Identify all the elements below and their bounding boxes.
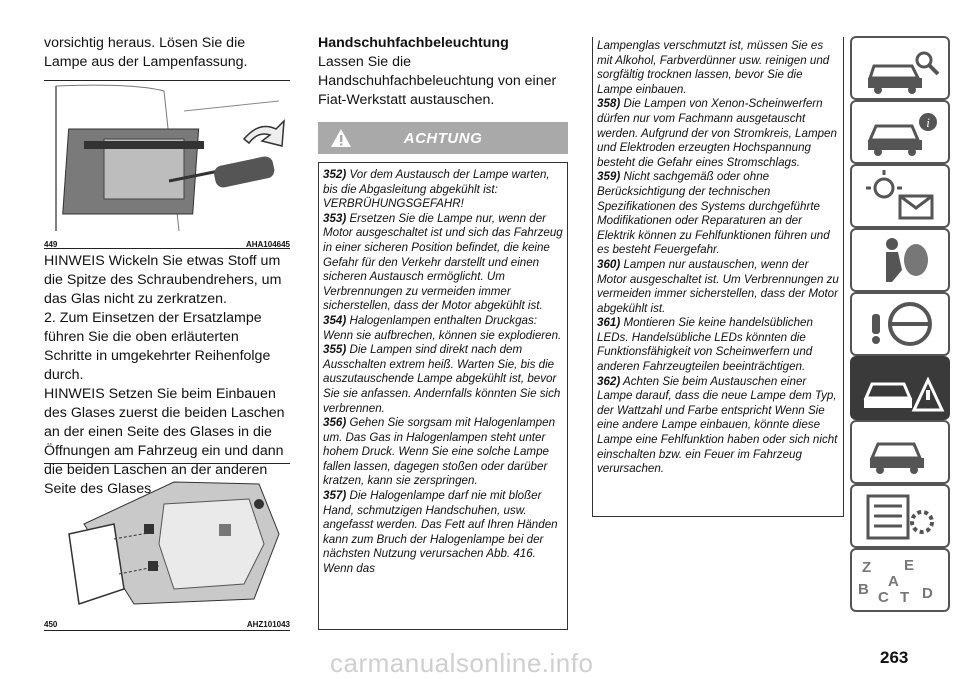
warning-lead-text: Lampenglas verschmutzt ist, müssen Sie es mit Alkohol, Farbverdünner usw. reinigen und sorgfältig trocknen lassen, bevor Sie die Lampe einbauen. — [597, 39, 830, 96]
warning-item — [319, 343, 567, 416]
tab-car-maintenance[interactable] — [850, 420, 950, 484]
warning-item-number: 352) — [323, 168, 347, 181]
figure-code: AHA104645 — [245, 240, 290, 249]
index-letter: Z — [862, 559, 872, 576]
tab-car-alert[interactable] — [850, 100, 950, 164]
car-info-icon — [852, 38, 948, 98]
intro-text: vorsichtig heraus. Lösen Sie die Lampe aus der Lampenfassung. — [44, 35, 248, 70]
figure-number: 449 — [44, 240, 58, 249]
warning-item-text: Ersetzen Sie die Lampe nur, wenn der Motor ausgeschaltet ist und sich das Fahrzeug in einer sicheren Position befindet, die keine Gefahr für den Verkehr darstellt und einen sicheren Austausch ermöglicht. Um Verbrennungen zu vermeiden immer sicherstellen, dass der Motor abgekühlt ist. — [323, 211, 563, 313]
tab-warning-lights[interactable] — [850, 164, 950, 228]
warning-item-number: 362) — [597, 374, 621, 388]
warning-item — [319, 212, 567, 314]
lens-installation-illustration — [44, 464, 290, 614]
note-paragraph-1: HINWEIS Wickeln Sie etwas Stoff um die Spitze des Schraubendrehers, um das Glas nicht zu zerkratzen. — [44, 253, 282, 307]
column-middle — [318, 34, 568, 110]
warning-item-number: 361) — [597, 316, 621, 330]
tab-steering-key[interactable] — [850, 292, 950, 356]
airbag-icon — [852, 230, 948, 290]
warning-item-number: 357) — [323, 489, 347, 503]
steering-key-icon — [852, 294, 948, 354]
warning-header — [318, 122, 568, 154]
index-letter: A — [888, 573, 899, 590]
warning-item-number: 356) — [323, 416, 347, 430]
section-text: Lassen Sie die Handschuhfachbeleuchtung von einer Fiat-Werkstatt austauschen. — [318, 54, 557, 108]
svg-text:i: i — [926, 115, 930, 130]
tab-car-info[interactable] — [850, 36, 950, 100]
warning-triangle-icon — [330, 128, 352, 148]
warning-item-text: Montieren Sie keine handelsüblichen LEDs. Handelsübliche LEDs könnten die Funktionsfähigkeit von Scheinwerfern und anderen Fahrzeugteilen beeinträchtigen. — [597, 316, 813, 374]
warning-item-number: 360) — [597, 257, 621, 271]
index-letter: E — [904, 557, 915, 574]
warning-item — [319, 314, 567, 343]
warning-item-text: Halogenlampen enthalten Druckgas: Wenn sie aufbrechen, können sie explodieren. — [323, 313, 562, 342]
warning-item — [319, 416, 567, 489]
warning-item — [319, 489, 567, 577]
figure-code: AHZ101043 — [246, 620, 290, 629]
note-paragraph-2: HINWEIS Setzen Sie beim Einbauen des Glases zuerst die beiden Laschen an der einen Seite des Glases in die Öffnungen am Fahrzeug ein und dann die beiden Laschen an der anderen Seite des Glases. — [44, 386, 285, 497]
warning-item — [593, 316, 843, 374]
warning-item — [593, 258, 843, 316]
warning-item-number: 358) — [597, 97, 621, 111]
emergency-icon — [852, 358, 948, 418]
index-az-icon — [852, 550, 948, 610]
warning-item-text: Vor dem Austausch der Lampe warten, bis die Abgasleitung abgekühlt ist: VERBRÜHUNGSGEFAHR! — [323, 168, 550, 211]
index-letter: D — [922, 585, 933, 602]
warning-item-number: 355) — [323, 343, 347, 357]
figure-number: 450 — [44, 620, 58, 629]
warning-lights-icon — [852, 166, 948, 226]
warning-item-text: Achten Sie beim Austauschen einer Lampe darauf, dass die neue Lampe dem Typ, der Wattzahl und Farbe entspricht Wenn Sie eine andere Lampe einbauen, könnte diese Lampe eine Fehlfunktion haben oder sich nicht einschalten bzw. ein Feuer im Fahrzeug verursachen. — [597, 374, 838, 476]
tab-index[interactable] — [850, 548, 950, 612]
index-letter: C — [878, 589, 889, 606]
warning-item-number: 359) — [597, 170, 621, 184]
warning-item-text: Die Halogenlampe darf nie mit bloßer Hand, schmutzigen Handschuhen, usw. angefasst werden. Das Fett auf Ihren Händen kann zum Bruch der Halogenlampe bei der nächsten Nutzung verursachen Abb. 416. Wenn das — [323, 489, 558, 576]
warning-item-number: 353) — [323, 211, 347, 225]
index-letter: B — [858, 581, 869, 598]
warning-item-text: Gehen Sie sorgsam mit Halogenlampen um. Das Gas in Halogenlampen steht unter hohem Druck. Wenn Sie eine solche Lampe fallen lassen, dagegen stoßen oder darüber kratzen, kann sie zerspringen. — [323, 416, 556, 488]
warning-item — [593, 375, 843, 477]
page-number: 263 — [880, 648, 909, 667]
warning-box-continued — [592, 37, 844, 517]
tab-emergency[interactable] — [850, 356, 950, 420]
warning-item-number: 354) — [323, 313, 347, 327]
warning-box — [318, 162, 568, 630]
warning-item-text: Die Lampen von Xenon-Scheinwerfern dürfen nur vom Fachmann ausgetauscht werden. Aufgrund der von Stromkreis, Lampen und Elektroden erzeugten Hochspannung besteht die Gefahr eines Stromschlags. — [597, 97, 837, 169]
car-alert-icon — [852, 102, 948, 162]
figure-450-caption — [44, 620, 290, 629]
warning-item — [593, 97, 843, 170]
warning-item-text: Lampen nur austauschen, wenn der Motor ausgeschaltet ist. Um Verbrennungen zu vermeiden immer sicherstellen, dass der Motor abgekühlt ist. — [597, 257, 839, 315]
watermark: carmanualsonline.info — [330, 648, 594, 678]
figure-449 — [44, 80, 290, 231]
warning-item — [319, 168, 567, 212]
tab-airbag[interactable] — [850, 228, 950, 292]
car-maintenance-icon — [852, 422, 948, 482]
warning-item-text: Nicht sachgemäß oder ohne Berücksichtigung der technischen Spezifikationen des Systems durchgeführte Modifikationen oder Reparaturen an der Elektrik können zu Fehlfunktionen führen und es besteht Feuergefahr. — [597, 170, 830, 257]
specs-list-icon — [852, 486, 948, 546]
index-letter: T — [900, 589, 910, 606]
warning-title: ACHTUNG — [403, 129, 483, 147]
warning-item-text: Die Lampen sind direkt nach dem Ausschalten extrem heiß. Warten Sie, bis die auszutauschende Lampe abgekühlt ist, bevor Sie sie anfassen. Andernfalls könnten Sie sich verbrennen. — [323, 343, 561, 415]
headlamp-removal-illustration — [44, 81, 290, 231]
section-heading: Handschuhfachbeleuchtung — [318, 35, 509, 51]
tab-specs[interactable] — [850, 484, 950, 548]
figure-450 — [44, 463, 290, 614]
step-paragraph-2: 2. Zum Einsetzen der Ersatzlampe führen Sie die oben erläuterten Schritte in umgekehrter Reihenfolge durch. — [44, 310, 271, 383]
warning-item — [593, 170, 843, 258]
